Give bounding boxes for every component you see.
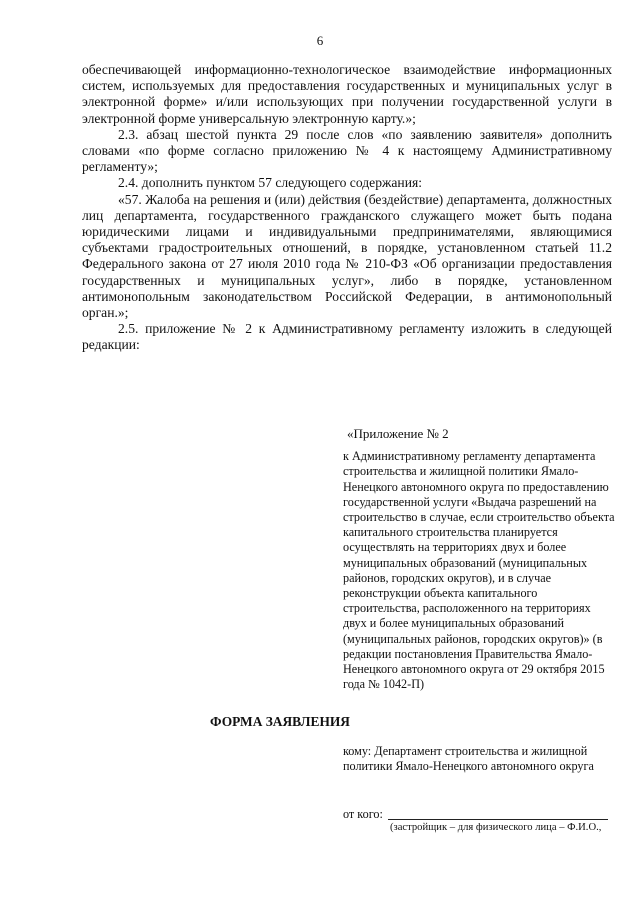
page-number: 6 [316,33,324,48]
paragraph-item-57: «57. Жалоба на решения и (или) действия (бездействие) департамента, должностных лиц департамента, государственного гражданского служащего может быть подана юридическими лицами и индивидуальными предпринимателями, являющимися субъектами градостроительных отношений, в порядке, установленном статьей 11.2 Федерального закона от 27 июля 2010 года № 210-ФЗ «Об организации предоставления государственных и муниципальных услуг», либо в порядке, установленном антимонопольным законодательством Российской Федерации, в антимонопольный орган.»; [82,191,612,321]
form-title: ФОРМА ЗАЯВЛЕНИЯ [210,714,350,729]
paragraph-2-3: 2.3. абзац шестой пункта 29 после слов «по заявлению заявителя» дополнить словами «по форме согласно приложению № 4 к настоящему Административному регламенту»; [82,126,612,175]
from-input-line[interactable] [388,819,608,820]
appendix-body: к Административному регламенту департамента строительства и жилищной политики Ямало-Ненецкого автономного округа по предоставлению государственной услуги «Выдача разрешений на строительство в случае, если строительство объекта капитального строительства планируется осуществлять на территориях двух и более муниципальных образований (муниципальных районов, городских округов), и в случае реконструкции объекта капитального строительства, расположенного на территориях двух и более муниципальных образований (муниципальных районов, городских округов)» (в редакции постановления Правительства Ямало-Ненецкого автономного округа от 29 октября 2015 года № 1042-П) [343,449,615,692]
appendix-title: «Приложение № 2 [347,426,449,441]
paragraph-continuation: обеспечивающей информационно-технологическое взаимодействие информационных систем, используемых для предоставления государственных и муниципальных услуг в электронной форме» и/или использующих при получении государственной услуги в электронной форме универсальную электронную карту.»; [82,62,612,126]
paragraph-2-4: 2.4. дополнить пунктом 57 следующего содержания: [118,175,422,191]
main-text [82,62,612,354]
addressee: кому: Департамент строительства и жилищной политики Ямало-Ненецкого автономного округа [343,744,594,773]
appendix-block [343,426,615,692]
from-label: от кого: [343,807,383,821]
paragraph-2-5: 2.5. приложение № 2 к Административному регламенту изложить в следующей редакции: [82,321,612,353]
from-hint: (застройщик – для физического лица – Ф.И.О., [390,822,602,833]
